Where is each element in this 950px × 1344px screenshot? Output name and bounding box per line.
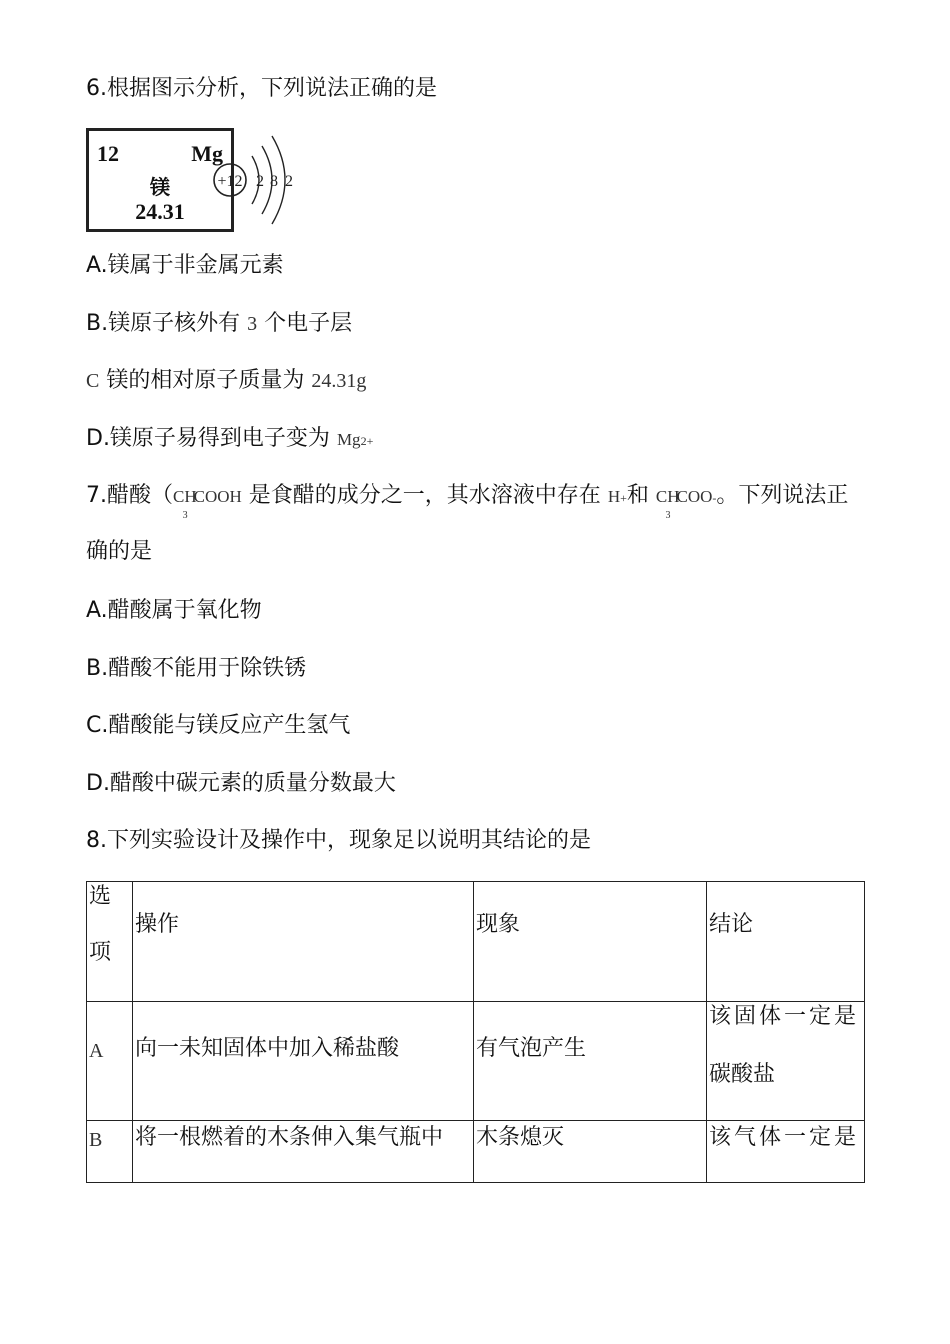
q7-ion-h: H <box>607 487 621 506</box>
q7-formula-sub: 3 <box>182 510 188 521</box>
atom-structure-diagram <box>208 128 300 232</box>
element-number: 12 <box>97 141 119 166</box>
row-a-conclusion-line1: 该固体一定是 <box>709 1004 860 1029</box>
row-b-operation: 将一根燃着的木条伸入集气瓶中 <box>133 1121 474 1183</box>
element-mass: 24.31 <box>135 199 185 224</box>
q6-stem: 6.根据图示分析，下列说法正确的是 <box>86 76 437 101</box>
q6-option-c-letter: C <box>86 370 100 392</box>
q6-option-c-text: 镁的相对原子质量为 <box>106 368 305 393</box>
row-a-phenomenon: 有气泡产生 <box>474 1002 707 1121</box>
row-b-conclusion <box>707 1121 865 1183</box>
row-b-conclusion-line1: 该气体一定是 <box>709 1125 860 1150</box>
q7-ion2-ch: CH <box>655 487 680 506</box>
shell-2-electrons: 8 <box>270 173 278 190</box>
q8-table <box>86 881 865 1183</box>
q7-formula-ch: CH <box>173 487 197 506</box>
header-option-char1: 选 <box>89 884 112 909</box>
q7-ion2-rest: COO <box>676 487 713 506</box>
row-a-conclusion-line2: 碳酸盐 <box>709 1062 776 1087</box>
q6-option-c <box>86 366 366 396</box>
q7-stem-a: 7.醋酸（ <box>86 483 173 508</box>
q7-stem-line2: 确的是 <box>86 539 153 564</box>
row-a-conclusion <box>707 1002 865 1121</box>
q7-option-a: A.醋酸属于氧化物 <box>86 598 262 623</box>
q7-formula-rest: COOH <box>193 487 242 506</box>
q7-stem-c: 。下列说法正 <box>716 483 849 508</box>
header-conclusion: 结论 <box>707 882 865 1002</box>
row-b-option-letter: B <box>89 1129 103 1151</box>
row-a-option-letter: A <box>89 1040 104 1062</box>
shell-1-electrons: 2 <box>256 173 264 190</box>
q6-option-a: A.镁属于非金属元素 <box>86 253 284 278</box>
q6-option-d <box>86 424 373 456</box>
q7-and: 和 <box>626 483 649 508</box>
row-b-phenomenon: 木条熄灭 <box>474 1121 707 1183</box>
row-a-operation: 向一未知固体中加入稀盐酸 <box>133 1002 474 1121</box>
q6-option-d-ion: Mg <box>336 430 361 449</box>
table-header-row <box>87 882 865 1002</box>
q7-stem-b: 是食醋的成分之一，其水溶液中存在 <box>248 483 601 508</box>
q7-stem-line1 <box>86 481 849 521</box>
q6-option-b-text1: B.镁原子核外有 <box>86 311 241 336</box>
q6-option-b-number: 3 <box>247 313 258 335</box>
q7-ion2-charge: - <box>712 491 717 505</box>
q8-stem: 8.下列实验设计及操作中，现象足以说明其结论的是 <box>86 828 591 853</box>
table-row <box>87 1002 865 1121</box>
header-phenomenon: 现象 <box>474 882 707 1002</box>
q6-option-b <box>86 309 352 339</box>
header-option-char2: 项 <box>89 940 112 965</box>
q6-option-d-text: D.镁原子易得到电子变为 <box>86 426 330 451</box>
q7-ion-h-charge: + <box>620 491 627 505</box>
table-row <box>87 1121 865 1183</box>
row-b-option <box>87 1121 133 1183</box>
q6-option-b-text2: 个电子层 <box>264 311 353 336</box>
element-symbol: Mg <box>191 141 223 166</box>
q7-ion2-sub: 3 <box>665 510 671 521</box>
shell-3-electrons: 2 <box>285 173 293 190</box>
header-operation: 操作 <box>133 882 474 1002</box>
nucleus-charge: +12 <box>217 173 243 190</box>
q7-option-b: B.醋酸不能用于除铁锈 <box>86 656 307 681</box>
element-name: 镁 <box>150 175 170 199</box>
q6-option-d-charge: 2+ <box>360 434 374 448</box>
header-option-cell <box>87 882 133 1002</box>
row-a-option <box>87 1002 133 1121</box>
q7-option-c: C.醋酸能与镁反应产生氢气 <box>86 713 351 738</box>
q7-option-d: D.醋酸中碳元素的质量分数最大 <box>86 771 396 796</box>
q6-option-c-value: 24.31g <box>311 370 367 392</box>
